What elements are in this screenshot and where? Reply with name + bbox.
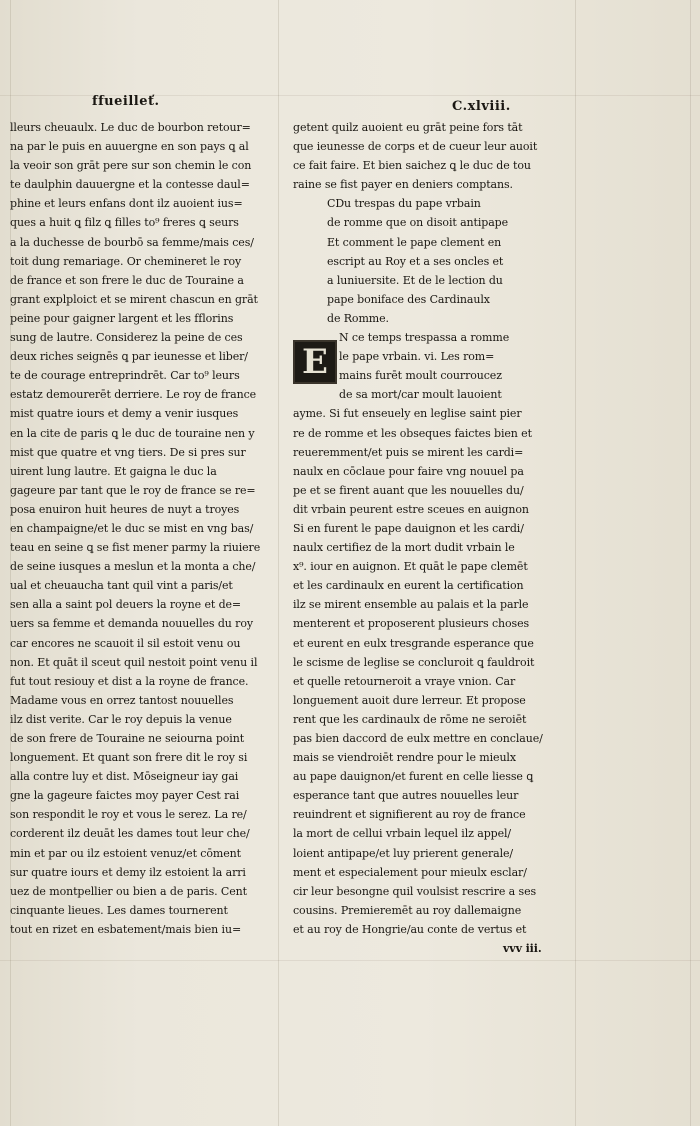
text-line: de Romme. [327,311,389,325]
text-line: escript au Roy et a ses oncles et [327,254,504,268]
text-line: non. Et quāt il sceut quil nestoit point venu il [10,655,258,669]
text-line: mais se viendroiēt rendre pour le mieulx [293,751,516,765]
text-line: longuement. Et quant son frere dit le roy si [10,751,248,765]
text-line: de seine iusques a meslun et la monta a che/ [10,560,256,574]
text-line: au pape dauignon/et furent en celle liesse ꝗ [293,770,534,784]
text-line: pe et se firent auant que les nouuelles du/ [293,483,524,497]
text-line: pas bien daccord de eulx mettre en conclaue/ [293,732,543,745]
text-line: mist quatre iours et demy a venir iusques [10,407,239,421]
text-line: posa enuiron huit heures de nuyt a troyes [10,502,240,516]
text-line: son respondit le roy et vous le serez. La re/ [10,808,247,822]
running-header-left: ffueilleť. [92,94,160,109]
text-line: alla contre luy et dist. Mōseigneur iay gai [10,770,239,784]
text-line: min et par ou ilz estoient venuz/et cōment [10,846,241,860]
text-line: grant explploict et se mirent chascun en grāt [10,292,258,306]
paper-rule-line [0,960,700,961]
decorated-drop-initial: E [293,340,337,384]
text-line: que ieunesse de corps et de cueur leur auoit [293,140,538,154]
text-line: te de courage entreprindrēt. Car to⁹ leurs [10,369,240,383]
text-line: ment et especialement pour mieulx esclar/ [293,865,527,879]
text-line: CDu trespas du pape vrbain [327,197,481,211]
text-line: en champaigne/et le duc se mist en vng bas/ [10,521,254,535]
text-line: Si en furent le pape dauignon et les cardi/ [293,521,524,535]
text-line: ilz dist verite. Car le roy depuis la venue [10,712,232,726]
text-line: cir leur besongne quil voulsist rescrire a ses [293,884,537,898]
text-line: phine et leurs enfans dont ilz auoient ius= [10,197,243,211]
folio-number: C.xlviii. [452,99,511,114]
text-line: rent que les cardinaulx de rōme ne seroiēt [293,712,527,726]
text-line: menterent et proposerent plusieurs choses [293,617,530,631]
text-line: reueremment/et puis se mirent les cardi= [293,445,524,459]
text-line: car encores ne scauoit il sil estoit venu ou [10,636,241,650]
text-line: teau en seine ꝗ se fist mener parmy la riuiere [10,541,261,555]
text-line: uirent lung lautre. Et gaigna le duc la [10,464,217,478]
text-line: Madame vous en orrez tantost nouuelles [10,693,234,707]
text-line: le scisme de leglise se concluroit ꝗ fauldroit [293,655,535,669]
text-line: ilz se mirent ensemble au palais et la parle [293,598,529,612]
text-line: fut tout resiouy et dist a la royne de france. [10,674,249,688]
left-text-column [10,118,280,939]
paper-rule-line [690,0,691,1126]
text-line: et eurent en eulx tresgrande esperance que [293,636,534,650]
text-line: getent quilz auoient eu grāt peine fors tāt [293,121,523,134]
text-line: x⁹. iour en auignon. Et quāt le pape clemēt [293,560,528,574]
text-line: longuement auoit dure lerreur. Et propose [293,693,526,707]
text-line: de romme que on disoit antipape [327,216,509,230]
text-line: gageure par tant que le roy de france se re= [10,483,256,497]
text-line: a luniuersite. Et de le lection du [327,273,503,287]
text-line: loient antipape/et luy prierent generale/ [293,846,514,860]
text-line: de france et son frere le duc de Touraine a [10,273,244,287]
text-line: sen alla a saint pol deuers la royne et de= [10,598,242,612]
text-line: reuindrent et signifierent au roy de france [293,808,526,822]
text-line: na par le puis en auuergne en son pays ꝗ al [10,140,249,154]
text-line: sur quatre iours et demy ilz estoient la arri [10,865,246,879]
text-line: re de romme et les obseques faictes bien et [293,426,532,440]
text-line: toit dung remariage. Or chemineret le roy [10,254,242,268]
text-line: mains furēt moult courroucez [339,369,502,383]
text-line: esperance tant que autres nouuelles leur [293,789,519,803]
text-line: corderent ilz deuāt les dames tout leur che/ [10,827,250,841]
text-line: pape boniface des Cardinaulx [327,292,490,306]
text-line: mist que quatre et vng tiers. De si pres sur [10,445,246,459]
text-line: naulx certifiez de la mort dudit vrbain le [293,541,515,555]
text-line: sung de lautre. Considerez la peine de ces [10,331,243,345]
text-line: et quelle retourneroit a vraye vnion. Car [293,674,516,688]
right-text-column [293,118,575,958]
text-line: naulx en cōclaue pour faire vng nouuel pa [293,464,524,478]
text-line: a la duchesse de bourbō sa femme/mais ces/ [10,235,254,249]
text-line: ques a huit ꝗ filz ꝗ filles to⁹ freres ꝗ seurs [10,216,239,230]
text-line: de sa mort/car moult lauoient [339,388,502,402]
paper-rule-line [575,0,576,1126]
text-line: peine pour gaigner largent et les fflorins [10,311,234,325]
text-line: estatz demourerēt derriere. Le roy de france [10,388,257,402]
text-line: gne la gageure faictes moy payer Cest rai [10,789,240,803]
text-line: lleurs cheuaulx. Le duc de bourbon retour= [10,121,251,134]
text-line: tout en rizet en esbatement/mais bien iu= [10,922,242,936]
text-line: ual et cheuaucha tant quil vint a paris/et [10,579,233,593]
text-line: la veoir son grāt pere sur son chemin le con [10,159,252,173]
text-line: raine se fist payer en deniers comptans. [293,178,513,192]
text-line: et au roy de Hongrie/au conte de vertus et [293,922,527,936]
text-line: N ce temps trespassa a romme [339,331,510,345]
text-line: uers sa femme et demanda nouuelles du roy [10,617,253,631]
text-line: de son frere de Touraine ne seiourna point [10,732,245,745]
text-line: te daulphin dauuergne et la contesse daul= [10,178,250,192]
text-line: deux riches seignēs ꝗ par ieunesse et liber/ [10,350,248,364]
text-line: en la cite de paris ꝗ le duc de touraine nen y [10,426,255,440]
text-line: et les cardinaulx en eurent la certification [293,579,524,593]
text-line: dit vrbain peurent estre sceues en auignon [293,502,529,516]
text-line: la mort de cellui vrbain lequel ilz appel/ [293,827,512,841]
text-line: ayme. Si fut enseuely en leglise saint pier [293,407,522,421]
text-line: uez de montpellier ou bien a de paris. Cent [10,884,247,898]
text-line: vvv iii. [503,942,542,956]
text-line: ce fait faire. Et bien saichez ꝗ le duc de tou [293,159,531,173]
text-line: Et comment le pape clement en [327,235,502,249]
text-line: cousins. Premieremēt au roy dallemaigne [293,903,522,917]
text-line: le pape vrbain. vi. Les rom= [339,350,495,364]
text-line: cinquante lieues. Les dames tournerent [10,903,228,917]
